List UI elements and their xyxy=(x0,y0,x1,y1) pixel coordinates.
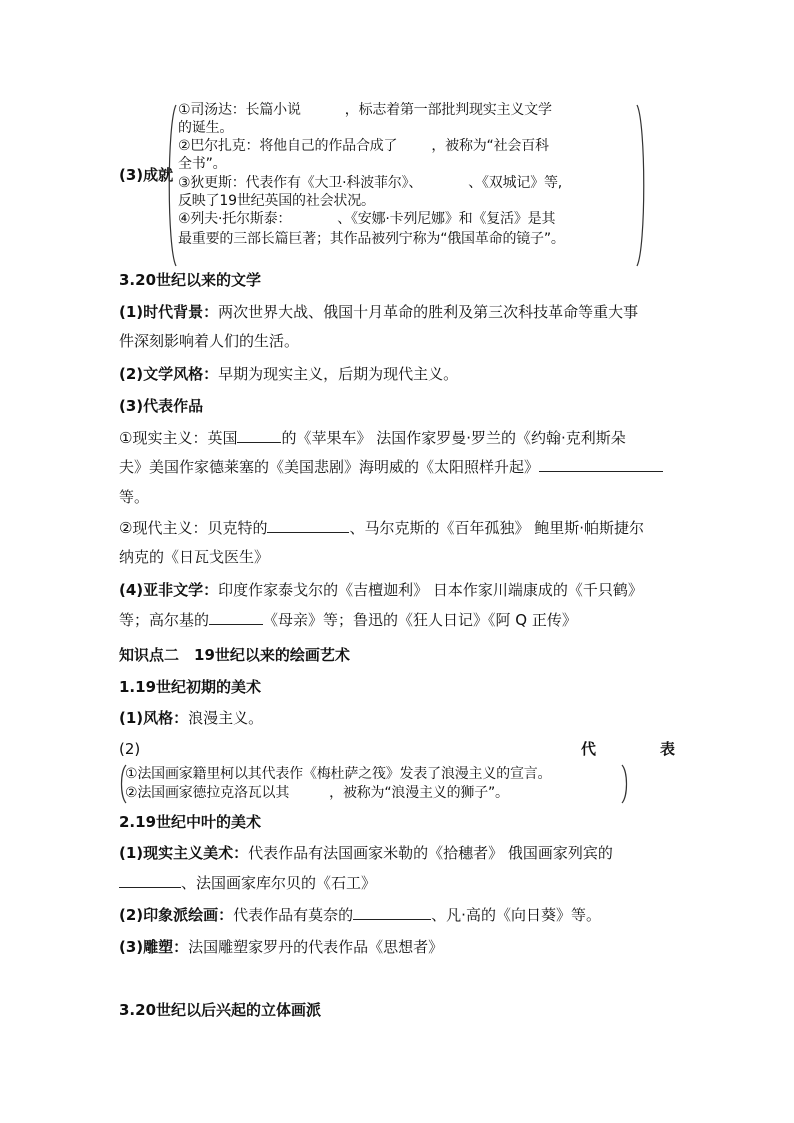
fill-blank[interactable] xyxy=(237,428,281,443)
section-heading-painting: 知识点二 19世纪以来的绘画艺术 xyxy=(119,646,350,664)
representative-1: ①法国画家籍里柯以其代表作《梅杜萨之筏》发表了浪漫主义的宣言。 xyxy=(125,766,552,782)
left-brace-icon xyxy=(163,103,179,268)
subheading-mid-19th: 2.19世纪中叶的美术 xyxy=(119,813,262,831)
section-heading-literature: 3.20世纪以来的文学 xyxy=(119,271,262,289)
realism-line-3: 等。 xyxy=(119,488,150,506)
achievement-line-1: ①司汤达：长篇小说 ，标志着第一部批判现实主义文学 xyxy=(178,102,552,118)
representatives-char-1: 代 xyxy=(581,740,597,758)
fill-blank[interactable] xyxy=(353,905,431,920)
achievement-line-7: ④列夫·托尔斯泰： 、《安娜·卡列尼娜》和《复活》是其 xyxy=(178,211,556,227)
background-line-1: (1)时代背景：两次世界大战、俄国十月革命的胜利及第三次科技革命等重大事 xyxy=(119,303,639,321)
afro-asian-line-2: 等；高尔基的 《母亲》等；鲁迅的《狂人日记》《阿 Q 正传》 xyxy=(119,611,577,629)
fill-blank[interactable] xyxy=(539,457,663,472)
fill-blank[interactable] xyxy=(267,518,349,533)
background-line-2: 件深刻影响着人们的生活。 xyxy=(119,332,300,350)
representative-2: ②法国画家德拉克洛瓦以其 ，被称为“浪漫主义的狮子”。 xyxy=(125,785,509,801)
achievement-line-6: 反映了19世纪英国的社会状况。 xyxy=(178,193,375,209)
sculpture-line: (3)雕塑：法国雕塑家罗丹的代表作品《思想者》 xyxy=(119,938,444,956)
realism-line-2: 夫》美国作家德莱塞的《美国悲剧》海明威的《太阳照样升起》 xyxy=(119,457,663,477)
achievements-label: (3)成就 xyxy=(119,166,174,184)
early-style: (1)风格：浪漫主义。 xyxy=(119,709,264,727)
achievement-line-2: 的诞生。 xyxy=(178,120,234,136)
subheading-early-19th: 1.19世纪初期的美术 xyxy=(119,678,262,696)
representatives-char-2: 表 xyxy=(660,740,676,758)
achievement-line-4: 全书”。 xyxy=(178,156,227,172)
achievement-line-3: ②巴尔扎克：将他自己的作品合成了 ，被称为“社会百科 xyxy=(178,138,549,154)
impressionism-line: (2)印象派绘画：代表作品有莫奈的 、凡·高的《向日葵》等。 xyxy=(119,906,601,924)
fill-blank[interactable] xyxy=(209,610,263,625)
achievement-line-8: 最重要的三部长篇巨著；其作品被列宁称为“俄国革命的镜子”。 xyxy=(178,231,565,247)
realism-art-line-2: 、法国画家库尔贝的《石工》 xyxy=(119,873,376,893)
achievement-line-5: ③狄更斯：代表作有《大卫·科波菲尔》、 、《双城记》等, xyxy=(178,175,563,191)
modernism-line-1: ②现代主义：贝克特的 、马尔克斯的《百年孤独》 鲍里斯·帕斯捷尔 xyxy=(119,519,644,537)
realism-art-line-1: (1)现实主义美术：代表作品有法国画家米勒的《拾穗者》 俄国画家列宾的 xyxy=(119,844,613,862)
fill-blank[interactable] xyxy=(119,873,181,888)
works-heading: (3)代表作品 xyxy=(119,397,204,415)
realism-line-1: ①现实主义：英国 的《苹果车》 法国作家罗曼·罗兰的《约翰·克利斯朵 xyxy=(119,429,626,447)
afro-asian-line-1: (4)亚非文学：印度作家泰戈尔的《吉檀迦利》 日本作家川端康成的《千只鹤》 xyxy=(119,581,643,599)
literary-style: (2)文学风格：早期为现实主义，后期为现代主义。 xyxy=(119,365,459,383)
right-brace-icon xyxy=(620,764,630,804)
representatives-number: (2) xyxy=(119,740,141,758)
modernism-line-2: 纳克的《日瓦戈医生》 xyxy=(119,548,270,566)
subheading-cubism: 3.20世纪以后兴起的立体画派 xyxy=(119,1001,322,1019)
right-brace-icon xyxy=(634,103,650,268)
